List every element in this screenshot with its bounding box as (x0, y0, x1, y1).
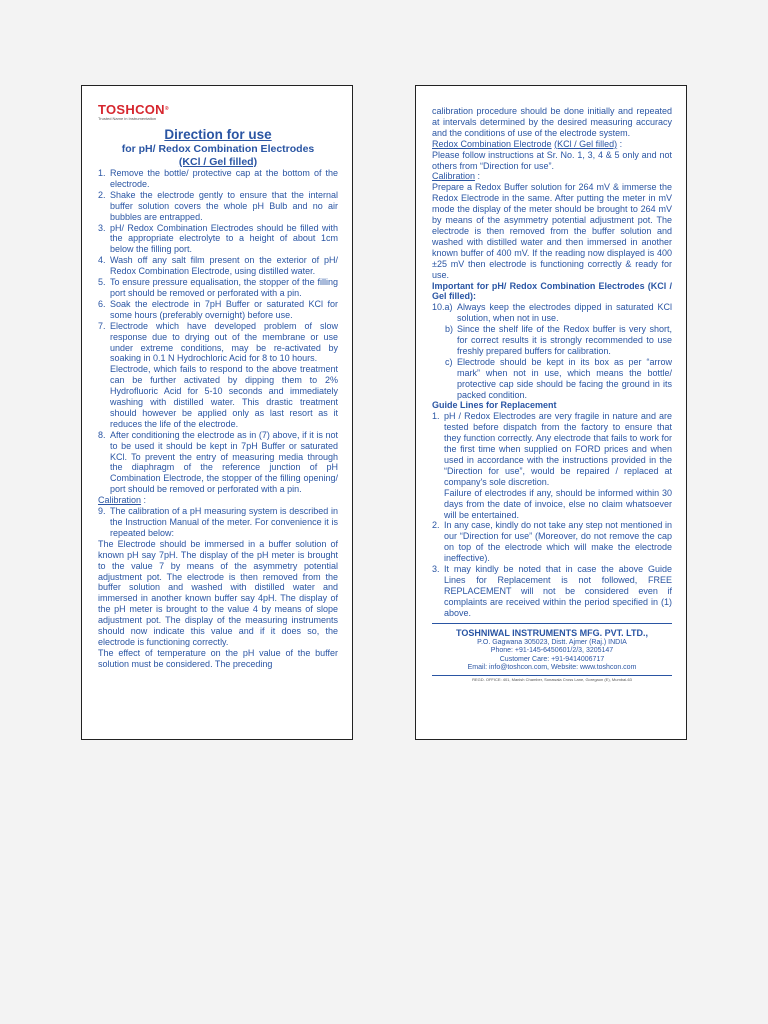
company-footer (432, 628, 672, 683)
registered-mark: ® (164, 106, 169, 112)
redox-calibration-heading: Calibration : (432, 171, 481, 182)
redox-paragraph: Please follow instructions at Sr. No. 1, 3, 4 & 5 only and not others from “Direction for use”. (432, 149, 672, 171)
list-item: 2. Shake the electrode gently to ensure that the internal buffer solution covers the whole pH Bulb and no air bubbles are entrapped. (98, 189, 338, 222)
footer-divider (432, 623, 672, 624)
list-item: 3. pH/ Redox Combination Electrodes should be filled with the appropriate electrolyte to a height of about 1cm below the filling port. (98, 222, 338, 255)
brand-logo (98, 103, 338, 116)
list-item: 1. pH / Redox Electrodes are very fragile in nature and are tested before dispatch from the factory to ensure that they function correctly. Any electrode that fails to work for the first time when supplied on FORD prices and when used in accordance with the instructions provided in the “Direction for use”, would be repaired / replaced at company's sole discretion. (432, 411, 672, 487)
company-email-website: Email: info@toshcon.com, Website: www.toshcon.com (467, 664, 637, 672)
registered-office: REGD. OFFICE: 401, Manish Chamber, Sonawala Cross Lane, Goregaon (E), Mumbai-63 (472, 676, 632, 682)
page-title: Direction for use (164, 127, 272, 142)
left-leaflet-panel (81, 85, 353, 740)
list-item: 3. It may kindly be noted that in case the above Guide Lines for Replacement is not followed, FREE REPLACEMENT will not be considered even if complaints are received within the period specified in (1) above. (432, 564, 672, 618)
customer-care: Customer Care: +91-9414006717 (499, 655, 605, 663)
company-name: TOSHNIWAL INSTRUMENTS MFG. PVT. LTD., (455, 627, 648, 638)
list-item: 8. After conditioning the electrode as in (7) above, if it is not to be used it should be kept in 7pH Buffer or saturated KCl. To prevent the entry of measuring media through the diaphragm of the reference junction of pH Combination Electrode, the stopper of the filling opening/ port should be removed or perforated with a pin. (98, 429, 338, 495)
guidelines-heading: Guide Lines for Replacement (432, 400, 557, 411)
right-leaflet-panel (415, 85, 687, 740)
temperature-paragraph: The effect of temperature on the pH value of the buffer solution must be considered. The preceding (98, 647, 338, 669)
redox-heading: Redox Combination Electrode (KCl / Gel filled) : (432, 138, 623, 149)
list-item: b) Since the shelf life of the Redox buffer is very short, for correct results it is strongly recommended to use freshly prepared buffers for calibration. (445, 324, 672, 356)
calibration-paragraph: The Electrode should be immersed in a buffer solution of known pH say 7pH. The display of the pH meter is brought to the value 7 by means of the asymmetry potential adjustment pot. The electrode is then removed from the buffer solution and washed with distilled water and immersed in another known buffer say 4pH. The display of the pH meter is brought to the value 4 by means of slope adjustment pot. The display of the measuring instruments should now indicate this value and if it does so, the electrode is functioning correctly. (98, 538, 338, 647)
list-item: 6. Soak the electrode in 7pH Buffer or saturated KCl for some hours (preferably overnight) before use. (98, 298, 338, 320)
footer-divider-2 (432, 675, 672, 676)
list-item: 4. Wash off any salt film present on the exterior of pH/ Redox Combination Electrode, using distilled water. (98, 255, 338, 277)
left-panel-content (98, 103, 338, 670)
brand-name: TOSHCON (98, 102, 165, 117)
important-heading: Important for pH/ Redox Combination Electrodes (KCl / Gel filled): (432, 280, 672, 302)
brand-tagline: Trusted Name in Instrumentation (98, 116, 157, 121)
list-item: 2. In any case, kindly do not take any step not mentioned in our “Direction for use” (Moreover, do not remove the cap on top of the electrode which will make the electrode ineffective). (432, 520, 672, 564)
instruction-list (98, 168, 338, 495)
list-item-continuation: Failure of electrodes if any, should be informed within 30 days from the date of invoice, else no claim whatsoever will be entertained. (444, 487, 672, 520)
list-item-continuation: Electrode, which fails to respond to the above treatment can be further activated by dipping them to 2% Hydrofluoric Acid for 5-10 seconds and immediately washing with distilled water. This drastic treatment should however be applied only as last resort as it reduces the life of the electrode. (110, 364, 338, 429)
company-phone: Phone: +91-145-6450601/2/3, 3205147 (490, 647, 614, 655)
subtitle-kcl-gel: (KCl / Gel filled) (178, 155, 258, 168)
list-item: 7. Electrode which have developed problem of slow response due to drying out of the membrane or use under extreme conditions, may be re-activated by soaking in 0.1 N Hydrochloric Acid for 8 to 10 hours. (98, 320, 338, 364)
right-panel-content (432, 106, 672, 683)
company-address: P.O. Gagwana 305023, Distt. Ajmer (Raj.) INDIA (477, 638, 627, 646)
list-item: 10.a) Always keep the electrodes dipped in saturated KCl solution, when not in use. (432, 302, 672, 324)
list-item: 1. Remove the bottle/ protective cap at the bottom of the electrode. (98, 168, 338, 189)
calibration-continued-paragraph: calibration procedure should be done initially and repeated at intervals determined by the desired measuring accuracy and the conditions of use of the electrode system. (432, 106, 672, 138)
subtitle-electrodes: for pH/ Redox Combination Electrodes (121, 143, 315, 155)
list-item: 5. To ensure pressure equalisation, the stopper of the filling port should be removed or perforated with a pin. (98, 277, 338, 298)
list-item: 9. The calibration of a pH measuring system is described in the Instruction Manual of the meter. For convenience it is repeated below: (98, 506, 338, 538)
calibration-heading: Calibration : (98, 495, 147, 506)
redox-calibration-paragraph: Prepare a Redox Buffer solution for 264 mV & immerse the Redox Electrode in the same. After putting the meter in mV mode the display of the meter should be brought to 264 mV by means of the asymmetry potential adjustment pot. The electrode is then removed from the buffer solution and washed with distilled water and then immersed in another known buffer of 400 mV. If the reading now displayed is 400 ±25 mV then electrode is functioning correctly & ready for use. (432, 182, 672, 280)
list-item: c) Electrode should be kept in its box as per “arrow mark” when not in use, which means the bottle/ protective cap side should be facing the ground in its packed condition. (445, 356, 672, 400)
